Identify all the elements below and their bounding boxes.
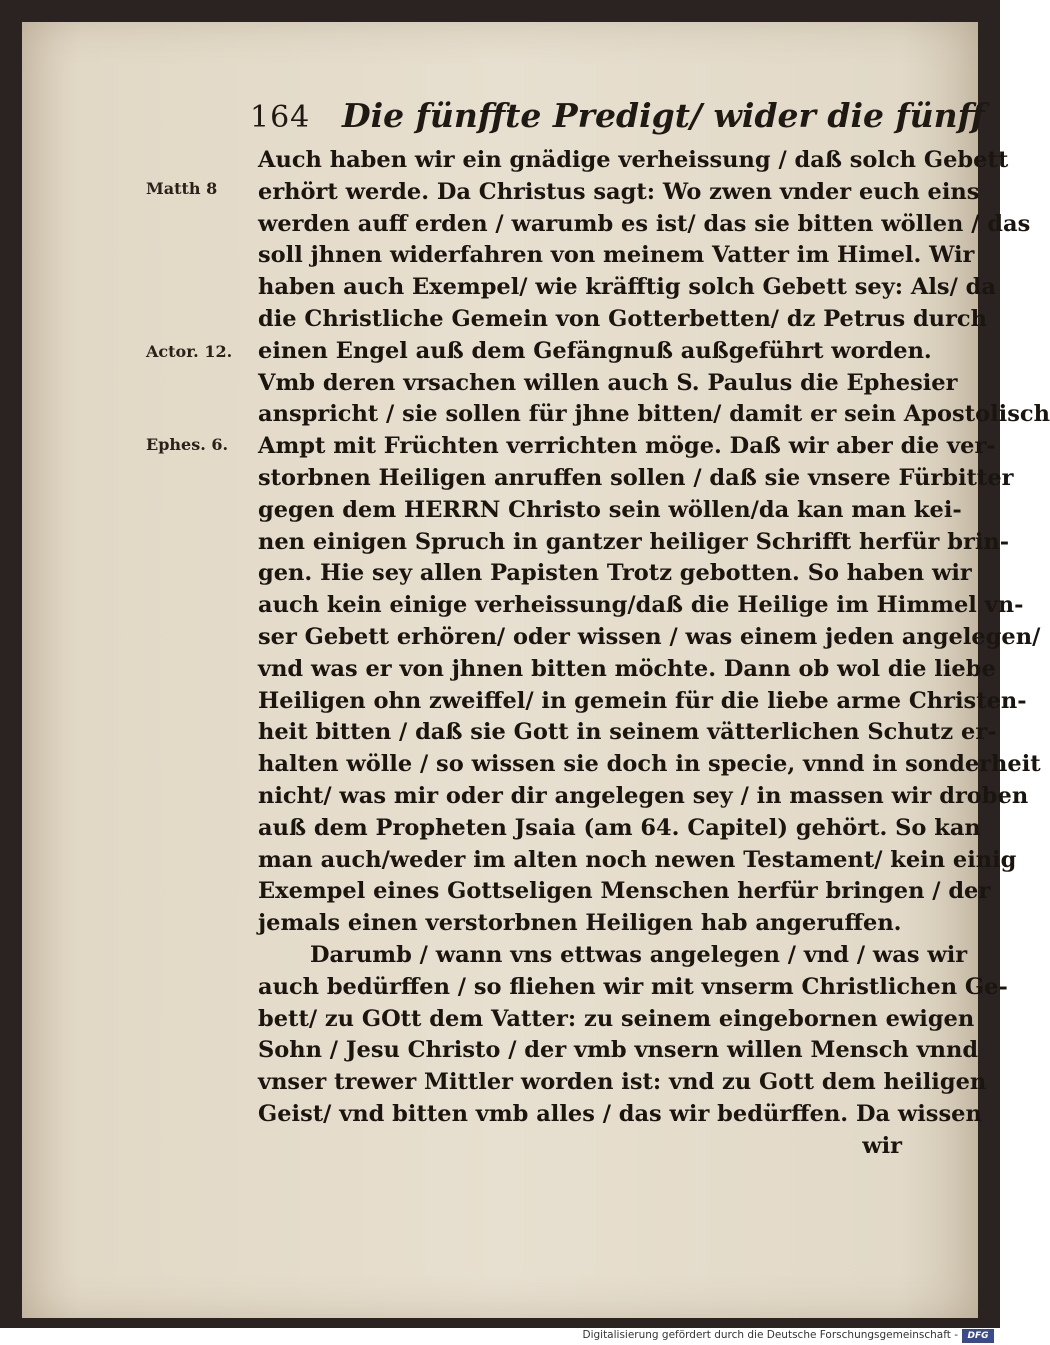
text-line: Exempel eines Gottseligen Menschen herfür bringen / der bbox=[258, 878, 991, 905]
text-line: man auch/weder im alten noch newen Testament/ kein einig bbox=[258, 846, 1017, 873]
text-line: Heiligen ohn zweiffel/ in gemein für die liebe arme Christen- bbox=[258, 687, 1027, 714]
text-line: bett/ zu GOtt dem Vatter: zu seinem eingebornen ewigen bbox=[258, 1005, 975, 1032]
text-line: halten wölle / so wissen sie doch in specie, vnnd in sonderheit bbox=[258, 751, 1041, 778]
funding-credit: Digitalisierung gefördert durch die Deutsche Forschungsgemeinschaft - bbox=[582, 1329, 958, 1341]
text-line: soll jhnen widerfahren von meinem Vatter im Himel. Wir bbox=[258, 242, 975, 269]
text-line: heit bitten / daß sie Gott in seinem vätterlichen Schutz er- bbox=[258, 719, 997, 746]
text-line: vnser trewer Mittler worden ist: vnd zu Gott dem heiligen bbox=[258, 1069, 987, 1096]
body-text bbox=[258, 145, 1050, 1163]
text-line: gen. Hie sey allen Papisten Trotz gebotten. So haben wir bbox=[258, 560, 972, 587]
text-line: Sohn / Jesu Christo / der vmb vnsern willen Mensch vnnd bbox=[258, 1037, 979, 1064]
text-line: erhört werde. Da Christus sagt: Wo zwen vnder euch eins bbox=[258, 178, 980, 205]
margin-note-ephesians: Ephes. 6. bbox=[146, 435, 229, 454]
text-line: Vmb deren vrsachen willen auch S. Paulus die Ephesier bbox=[258, 369, 958, 396]
text-line: auß dem Propheten Jsaia (am 64. Capitel) gehört. So kan bbox=[258, 814, 981, 841]
text-line: nen einigen Spruch in gantzer heiliger Schrifft herfür brin- bbox=[258, 528, 1010, 555]
text-line: anspricht / sie sollen für jhne bitten/ damit er sein Apostolisch bbox=[258, 401, 1050, 428]
margin-note-matthew: Matth 8 bbox=[146, 179, 218, 198]
text-line: auch bedürffen / so fliehen wir mit vnserm Christlichen Ge- bbox=[258, 973, 1008, 1000]
dfg-logo-icon: DFG bbox=[962, 1329, 994, 1343]
catchword: wir bbox=[862, 1132, 902, 1159]
text-line: vnd was er von jhnen bitten möchte. Dann ob wol die liebe bbox=[258, 655, 996, 682]
text-line: storbnen Heiligen anruffen sollen / daß sie vnsere Fürbitter bbox=[258, 464, 1014, 491]
text-line: Ampt mit Früchten verrichten möge. Daß wir aber die ver- bbox=[258, 433, 996, 460]
page-header bbox=[250, 96, 985, 144]
text-line: haben auch Exempel/ wie kräfftig solch Gebett sey: Als/ da bbox=[258, 274, 996, 301]
running-title: Die fünffte Predigt/ wider die fünff bbox=[342, 96, 985, 135]
text-line: die Christliche Gemein von Gotterbetten/ dz Petrus durch bbox=[258, 305, 987, 332]
text-line: Darumb / wann vns ettwas angelegen / vnd / was wir bbox=[310, 941, 968, 968]
footer bbox=[0, 1328, 1000, 1345]
text-line: ser Gebett erhören/ oder wissen / was einem jeden angelegen/ bbox=[258, 623, 1041, 650]
text-line: einen Engel auß dem Gefängnuß außgeführt worden. bbox=[258, 337, 932, 364]
text-line: nicht/ was mir oder dir angelegen sey / in massen wir droben bbox=[258, 782, 1029, 809]
text-line: jemals einen verstorbnen Heiligen hab angeruffen. bbox=[258, 910, 902, 937]
text-line: Auch haben wir ein gnädige verheissung / daß solch Gebett bbox=[258, 147, 1009, 173]
page-number: 164 bbox=[250, 100, 311, 135]
text-line: gegen dem HERRN Christo sein wöllen/da kan man kei- bbox=[258, 496, 962, 523]
text-line: auch kein einige verheissung/daß die Heilige im Himmel vn- bbox=[258, 592, 1024, 619]
text-line: Geist/ vnd bitten vmb alles / das wir bedürffen. Da wissen bbox=[258, 1100, 982, 1127]
text-line: werden auff erden / warumb es ist/ das sie bitten wöllen / das bbox=[258, 210, 1031, 237]
margin-note-acts: Actor. 12. bbox=[146, 342, 233, 361]
